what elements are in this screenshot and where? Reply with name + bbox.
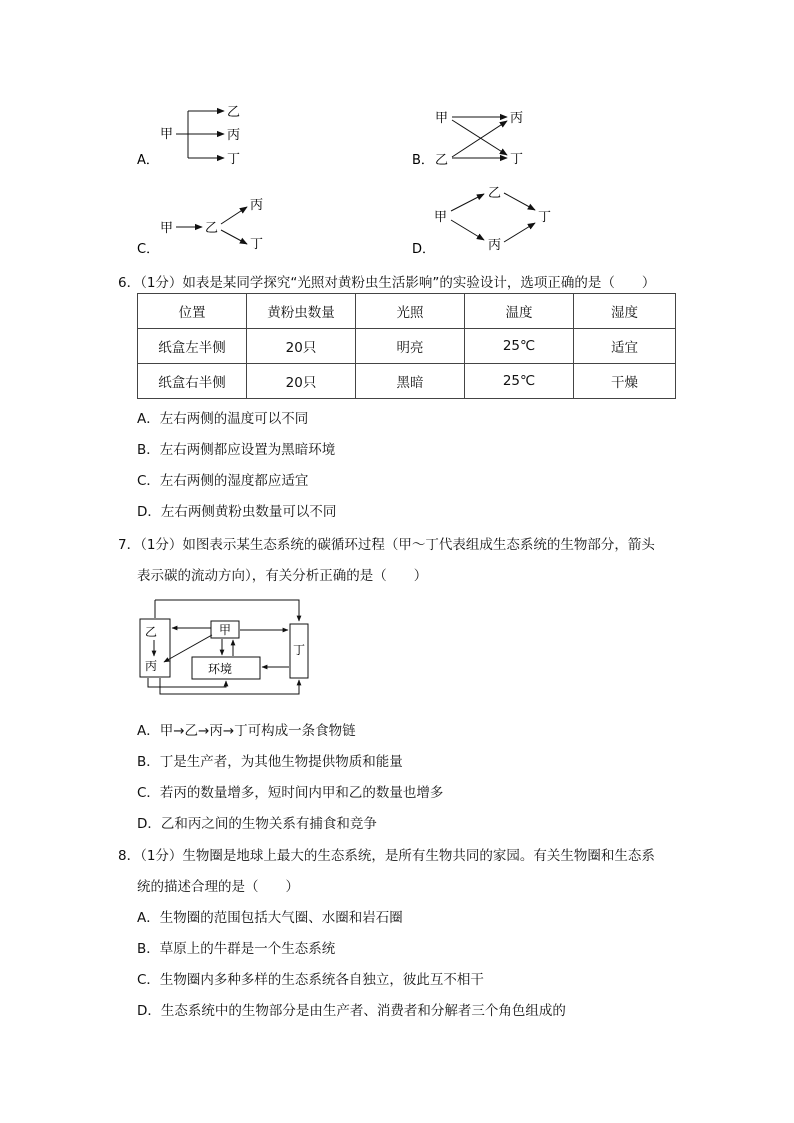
q6-option-b[interactable]: B．左右两侧都应设置为黑暗环境: [137, 442, 336, 458]
q7-option-b[interactable]: B．丁是生产者，为其他生物提供物质和能量: [137, 754, 403, 770]
q8-stem-line2: 统的描述合理的是（ ）: [137, 879, 299, 895]
q7-node-bing: 丙: [145, 659, 158, 673]
q5-b-letter: B．: [412, 153, 434, 168]
table-row: [138, 364, 676, 399]
table-header-cell: 黄粉虫数量: [247, 294, 356, 329]
q8-stem-line1: 8．（1分）生物圈是地球上最大的生态系统，是所有生物共同的家园。有关生物圈和生态系: [118, 848, 655, 864]
q5-a-yi: 乙: [227, 105, 241, 120]
q7-stem-line1: 7．（1分）如图表示某生态系统的碳循环过程（甲～丁代表组成生态系统的生物部分，箭头: [118, 537, 655, 553]
q6-experiment-table: [137, 293, 676, 399]
table-cell: 适宜: [574, 329, 676, 364]
table-cell: 纸盒左半侧: [138, 329, 247, 364]
q5-d-jia: 甲: [434, 210, 448, 225]
table-header-cell: 光照: [356, 294, 465, 329]
q8-option-c[interactable]: C．生物圈内多种多样的生态系统各自独立，彼此互不相干: [137, 972, 484, 988]
q7-node-jia: 甲: [219, 623, 232, 637]
q5-d-ding: 丁: [538, 210, 552, 225]
q7-carbon-cycle-diagram: [130, 590, 320, 700]
table-header-cell: 温度: [465, 294, 574, 329]
q5-c-ding: 丁: [250, 237, 264, 252]
table-cell: 25℃: [465, 329, 574, 364]
q8-option-a[interactable]: A．生物圈的范围包括大气圈、水圈和岩石圈: [137, 910, 403, 926]
q5-option-diagrams: [0, 0, 794, 270]
q5-a-bing: 丙: [227, 128, 241, 143]
table-cell: 纸盒右半侧: [138, 364, 247, 399]
q7-option-c[interactable]: C．若丙的数量增多，短时间内甲和乙的数量也增多: [137, 785, 444, 801]
q8-option-d[interactable]: D．生态系统中的生物部分是由生产者、消费者和分解者三个角色组成的: [137, 1003, 566, 1019]
q7-node-yi: 乙: [145, 625, 158, 639]
table-header-cell: 湿度: [574, 294, 676, 329]
q5-b-ding: 丁: [510, 152, 524, 167]
q7-stem-line2: 表示碳的流动方向），有关分析正确的是（ ）: [137, 568, 428, 584]
q5-b-bing: 丙: [510, 111, 524, 126]
q5-c-yi: 乙: [205, 221, 219, 236]
q5-d-letter: D．: [412, 242, 436, 257]
q5-a-ding: 丁: [227, 152, 241, 167]
q5-d-bing: 丙: [488, 238, 502, 253]
q5-c-bing: 丙: [250, 198, 264, 213]
q5-a-letter: A．: [137, 153, 159, 168]
q5-diagram-d: [412, 186, 551, 257]
q6-option-a[interactable]: A．左右两侧的温度可以不同: [137, 411, 309, 427]
q5-c-letter: C．: [137, 242, 160, 257]
table-header-row: [138, 294, 676, 329]
table-cell: 黑暗: [356, 364, 465, 399]
q5-d-yi: 乙: [488, 186, 502, 201]
q5-diagram-b: [412, 111, 523, 168]
q6-stem: 6．（1分）如表是某同学探究“光照对黄粉虫生活影响”的实验设计，选项正确的是（ ）: [118, 275, 656, 291]
q7-option-d[interactable]: D．乙和丙之间的生物关系有捕食和竞争: [137, 816, 377, 832]
table-cell: 20只: [247, 364, 356, 399]
q5-b-jia: 甲: [435, 111, 449, 126]
q7-option-a[interactable]: A．甲→乙→丙→丁可构成一条食物链: [137, 723, 356, 739]
q8-option-b[interactable]: B．草原上的牛群是一个生态系统: [137, 941, 336, 957]
table-cell: 20只: [247, 329, 356, 364]
q6-option-c[interactable]: C．左右两侧的湿度都应适宜: [137, 473, 309, 489]
q5-diagram-c: [137, 198, 263, 257]
table-header-cell: 位置: [138, 294, 247, 329]
q6-option-d[interactable]: D．左右两侧黄粉虫数量可以不同: [137, 504, 337, 520]
table-cell: 25℃: [465, 364, 574, 399]
table-row: [138, 329, 676, 364]
q7-node-env: 环境: [208, 662, 233, 676]
q5-a-jia: 甲: [160, 127, 174, 142]
q7-node-ding: 丁: [293, 643, 306, 657]
table-cell: 明亮: [356, 329, 465, 364]
q5-c-jia: 甲: [160, 221, 174, 236]
table-cell: 干燥: [574, 364, 676, 399]
q5-b-yi: 乙: [435, 153, 449, 168]
q5-diagram-a: [137, 105, 240, 168]
